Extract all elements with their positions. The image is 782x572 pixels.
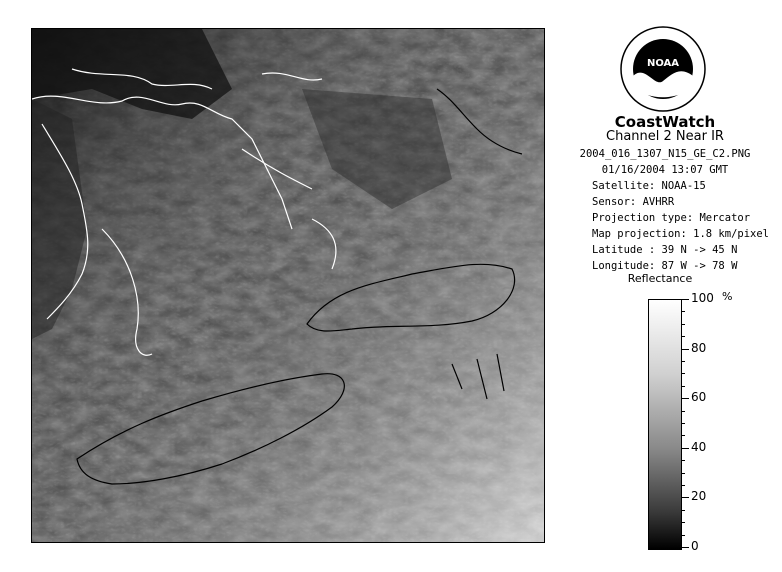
map-projection-label: Map projection: 1.8 km/pixel <box>592 228 770 240</box>
sensor-label: Sensor: AVHRR <box>592 196 675 208</box>
satellite-image <box>31 28 545 543</box>
colorbar-minor-tick <box>681 535 685 536</box>
page-title: CoastWatch <box>614 113 716 131</box>
noaa-logo <box>620 26 706 112</box>
colorbar-tick-label: 60 <box>691 390 707 404</box>
colorbar-tick-label: 40 <box>691 440 707 454</box>
colorbar-minor-tick <box>681 522 685 523</box>
colorbar-tick <box>681 398 689 399</box>
colorbar-unit: % <box>722 290 733 303</box>
datetime-label: 01/16/2004 13:07 GMT <box>601 164 729 176</box>
colorbar-tick <box>681 547 689 548</box>
noaa-logo-svg <box>620 26 706 112</box>
satellite-label: Satellite: NOAA-15 <box>592 180 706 192</box>
longitude-label: Longitude: 87 W -> 78 W <box>592 260 738 272</box>
metadata-block <box>560 146 770 274</box>
colorbar-minor-tick <box>681 336 685 337</box>
channel-subtitle: Channel 2 Near IR <box>606 129 724 144</box>
colorbar-minor-tick <box>681 373 685 374</box>
colorbar-title: Reflectance <box>627 272 693 285</box>
colorbar-tick <box>681 448 689 449</box>
latitude-label: Latitude : 39 N -> 45 N <box>592 244 738 256</box>
colorbar-tick-label: 100 <box>691 291 714 305</box>
colorbar-minor-tick <box>681 324 685 325</box>
colorbar-minor-tick <box>681 485 685 486</box>
filename-label: 2004_016_1307_N15_GE_C2.PNG <box>579 148 751 160</box>
colorbar-minor-tick <box>681 423 685 424</box>
colorbar-minor-tick <box>681 460 685 461</box>
colorbar <box>648 299 682 550</box>
colorbar-tick-label: 80 <box>691 341 707 355</box>
projection-type-label: Projection type: Mercator <box>592 212 751 224</box>
colorbar-minor-tick <box>681 510 685 511</box>
colorbar-tick <box>681 299 689 300</box>
colorbar-minor-tick <box>681 411 685 412</box>
colorbar-minor-tick <box>681 361 685 362</box>
colorbar-tick-label: 0 <box>691 539 699 553</box>
colorbar-minor-tick <box>681 473 685 474</box>
colorbar-minor-tick <box>681 311 685 312</box>
colorbar-minor-tick <box>681 435 685 436</box>
logo-text: NOAA <box>646 58 680 69</box>
colorbar-minor-tick <box>681 386 685 387</box>
colorbar-tick-label: 20 <box>691 489 707 503</box>
satellite-image-svg <box>32 29 544 542</box>
colorbar-tick <box>681 497 689 498</box>
colorbar-tick <box>681 349 689 350</box>
